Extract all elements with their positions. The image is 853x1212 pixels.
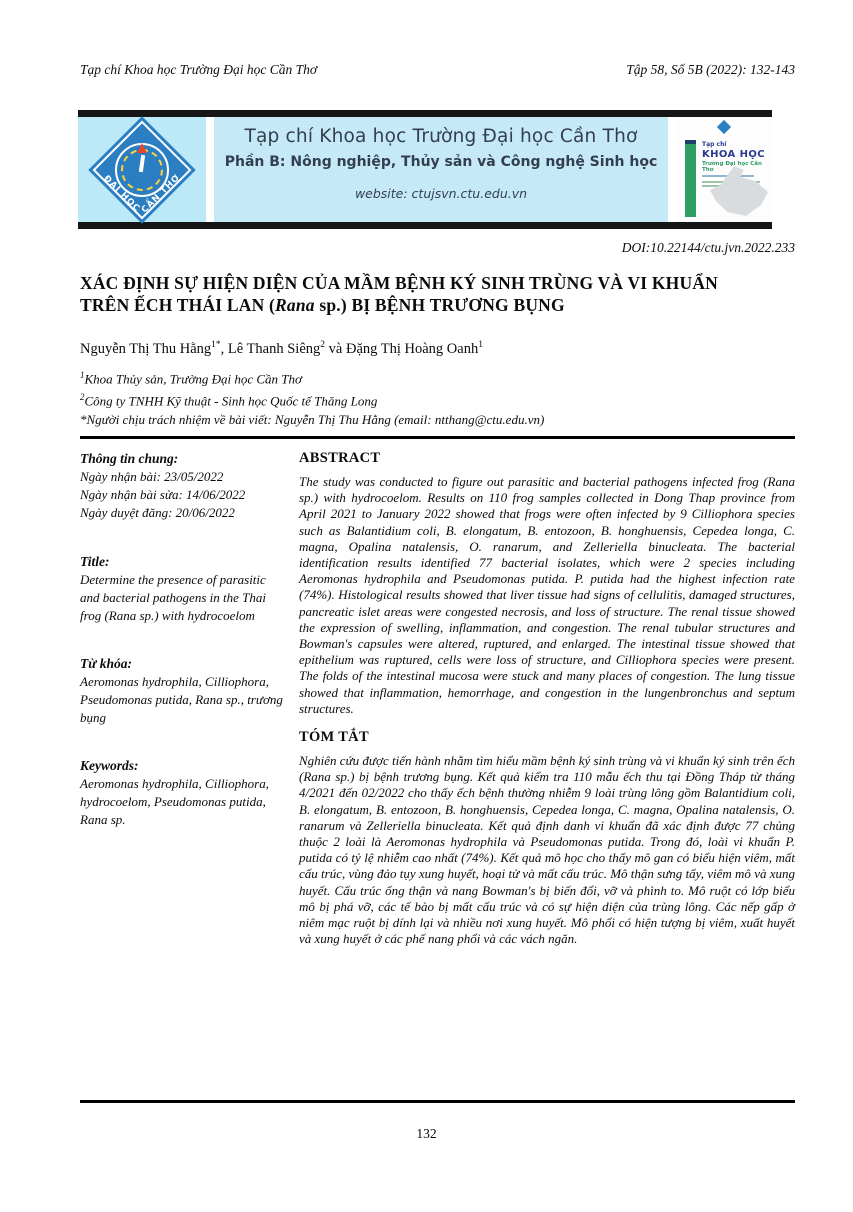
cover-tagline: Tạp chí — [702, 141, 727, 148]
affiliation-2-superscript: 2 — [80, 392, 85, 403]
article-title — [80, 272, 800, 316]
banner-divider — [668, 117, 676, 222]
date-accepted: Ngày duyệt đăng: 20/06/2022 — [80, 505, 235, 520]
date-received: Ngày nhận bài: 23/05/2022 — [80, 469, 224, 484]
running-header-right: Tập 58, Số 5B (2022): 132-143 — [626, 62, 795, 77]
affiliation-1-text: Khoa Thủy sản, Trường Đại học Cần Thơ — [84, 371, 302, 387]
tukhoa-group — [80, 655, 286, 727]
page-number: 132 — [416, 1126, 437, 1141]
affiliation-1-superscript: 1 — [80, 370, 85, 380]
english-title-group — [80, 553, 286, 625]
running-header-left: Tạp chí Khoa học Trường Đại học Cần Thơ — [80, 62, 318, 77]
section-divider-bottom — [80, 1100, 795, 1103]
affiliation-2 — [80, 388, 795, 410]
banner-divider — [206, 117, 214, 222]
article-title-line2 — [80, 294, 800, 316]
info-sidebar — [80, 450, 286, 947]
author-1: Nguyễn Thị Thu Hằng — [80, 340, 212, 357]
ctu-logo-icon — [90, 119, 194, 221]
author-line — [80, 340, 795, 358]
english-title: Determine the presence of parasitic and bacterial pathogens in the Thai frog (Rana sp.) with hydrocoelom — [80, 572, 266, 623]
banner-website: website: ctujsvn.ctu.edu.vn — [354, 186, 528, 201]
abstract-text: The study was conducted to figure out parasitic and bacterial pathogens infected frog (Rana sp.) with hydrocoelom. Results on 110 frog samples collected in Dong Thap province from April 2021 to January 2022 showed that frogs were often infected by 9 Cilliophora species such as Balantidium coli, B. elongatum, B. entozoon, B. honghuensis, Cepedea longa, C. magna, Opalina natalensis, O. ranarum, and Zelleriella binucleata. The bacterial identification results identified 77 bacterial isolates, which were 2 species including Aeromonas hydrophila and Pseudomonas putida. P. putida had the highest infection rate (74%). Histological results showed that liver tissue had signs of cellulitis, damaged structures, pancreatic islet areas were congested necrosis, and loss of structure. The renal tissue showed the expression of swelling, inflammation, and congestion. The renal tubular structures and Bowman's capsules were altered, ruptured, and enlarged. The intestinal tissue showed that epithelium was ruptured, cells were loss of structure, and Cilliophora species were present. The folds of the intestinal mucosa were stuck and many places of congestion. The lung tissue showed that inflammation, hemorrhage, and congestion in the lungenbronchus and septum structures. — [299, 474, 795, 716]
general-info-group — [80, 450, 286, 522]
title-line2-prefix: TRÊN ẾCH THÁI LAN ( — [80, 295, 276, 315]
affiliation-1 — [80, 366, 795, 388]
banner-journal-title: Tạp chí Khoa học Trường Đại học Cần Thơ — [244, 126, 638, 147]
logo-panel — [78, 117, 206, 222]
section-divider-top — [80, 436, 795, 439]
tomtat-heading: TÓM TẮT — [299, 729, 369, 746]
logo-label-can-tho: CẦN THƠ — [139, 172, 183, 216]
title-species-name: Rana — [275, 295, 315, 315]
title-label: Title: — [80, 554, 110, 569]
cover-stripe-band — [685, 140, 696, 144]
journal-banner — [78, 110, 772, 229]
author-3: và Đặng Thị Hoàng Oanh — [325, 340, 479, 357]
logo-label-dai-hoc: ĐẠI HỌC — [101, 173, 142, 215]
author-2: , Lê Thanh Siêng — [220, 340, 321, 357]
author-2-superscript: 2 — [320, 340, 326, 350]
cover-logo-icon — [717, 120, 731, 134]
torch-flame-icon — [137, 143, 147, 153]
keywords-list: Aeromonas hydrophila, Cilliophora, hydrocoelom, Pseudomonas putida, Rana sp. — [80, 776, 269, 827]
doi: DOI:10.22144/ctu.jvn.2022.233 — [621, 240, 795, 255]
cover-green-stripe — [685, 140, 696, 217]
journal-cover-thumbnail — [676, 117, 772, 222]
banner-center — [214, 117, 668, 222]
author-1-superscript: 1* — [211, 340, 221, 350]
affiliation-2-text: Công ty TNHH Kỹ thuật - Sinh học Quốc tế Thăng Long — [84, 393, 378, 409]
abstract-heading: ABSTRACT — [299, 450, 381, 466]
tukhoa-label: Từ khóa: — [80, 656, 132, 671]
corresponding-author-line: *Người chịu trách nhiệm về bài viết: Nguyễn Thị Thu Hằng (email: ntthang@ctu.edu.vn) — [80, 411, 545, 427]
tomtat-text: Nghiên cứu được tiến hành nhằm tìm hiểu mầm bệnh ký sinh trùng và vi khuẩn ký sinh trên ếch (Rana sp.) bị bệnh trương bụng. Kết quả kiểm tra 110 mẫu ếch thu tại Đồng Tháp từ tháng 4/2021 đến 02/2022 cho thấy ếch bệnh thường nhiễm 9 loài trùng lông gồm Balantidium coli, B. elongatum, B. entozoon, B. honghuensis, Cepedea longa, C. magna, Opalina natalensis, O. ranarum và Zelleriella binucleata. Kết quả định danh vi khuẩn đã xác định được 77 chủng thuộc 2 loài là Aeromonas hydrophila và Pseudomonas putida. Trong đó, loài vi khuẩn P. putida có tỷ lệ nhiễm cao nhất (74%). Kết quả mô học cho thấy mô gan có biểu hiện viêm, mất cấu trúc, vùng đảo tụy xung huyết, hoại tử và mất cấu trúc. Mô thận sưng tấy, viêm mô và xung huyết. Cấu trúc ống thận và nang Bowman's bị biến đổi, vỡ và phình to. Mô ruột có lớp biểu mô bị phá vỡ, các tế bào bị mất cấu trúc và có sự hiện diện của trùng lông. Các nếp gấp ở niêm mạc ruột bị dính lại và nhiều nơi xung huyết. Mô phổi có hiện tượng bị viêm, xuất huyết và xung huyết ở các phế nang phổi và các vách ngăn. — [299, 753, 795, 947]
author-3-superscript: 1 — [478, 340, 483, 350]
running-header — [80, 62, 795, 78]
article-title-line1: XÁC ĐỊNH SỰ HIỆN DIỆN CỦA MẦM BỆNH KÝ SINH TRÙNG VÀ VI KHUẨN — [80, 273, 719, 293]
date-revised: Ngày nhận bài sửa: 14/06/2022 — [80, 487, 246, 502]
two-column-body — [80, 450, 795, 947]
keywords-label: Keywords: — [80, 758, 139, 773]
cover-title: KHOA HỌC — [702, 149, 765, 160]
banner-section-line: Phần B: Nông nghiệp, Thủy sản và Công nghệ Sinh học — [224, 154, 658, 170]
title-line2-suffix: sp.) BỊ BỆNH TRƯƠNG BỤNG — [314, 295, 565, 315]
general-info-label: Thông tin chung: — [80, 451, 179, 466]
affiliations — [80, 366, 795, 429]
cover-subtitle: Trường Đại học Cần Thơ — [702, 161, 762, 173]
keywords-group — [80, 757, 286, 829]
abstract-column — [299, 450, 795, 947]
tukhoa-list: Aeromonas hydrophila, Cilliophora, Pseudomonas putida, Rana sp., trương bụng — [80, 674, 283, 725]
